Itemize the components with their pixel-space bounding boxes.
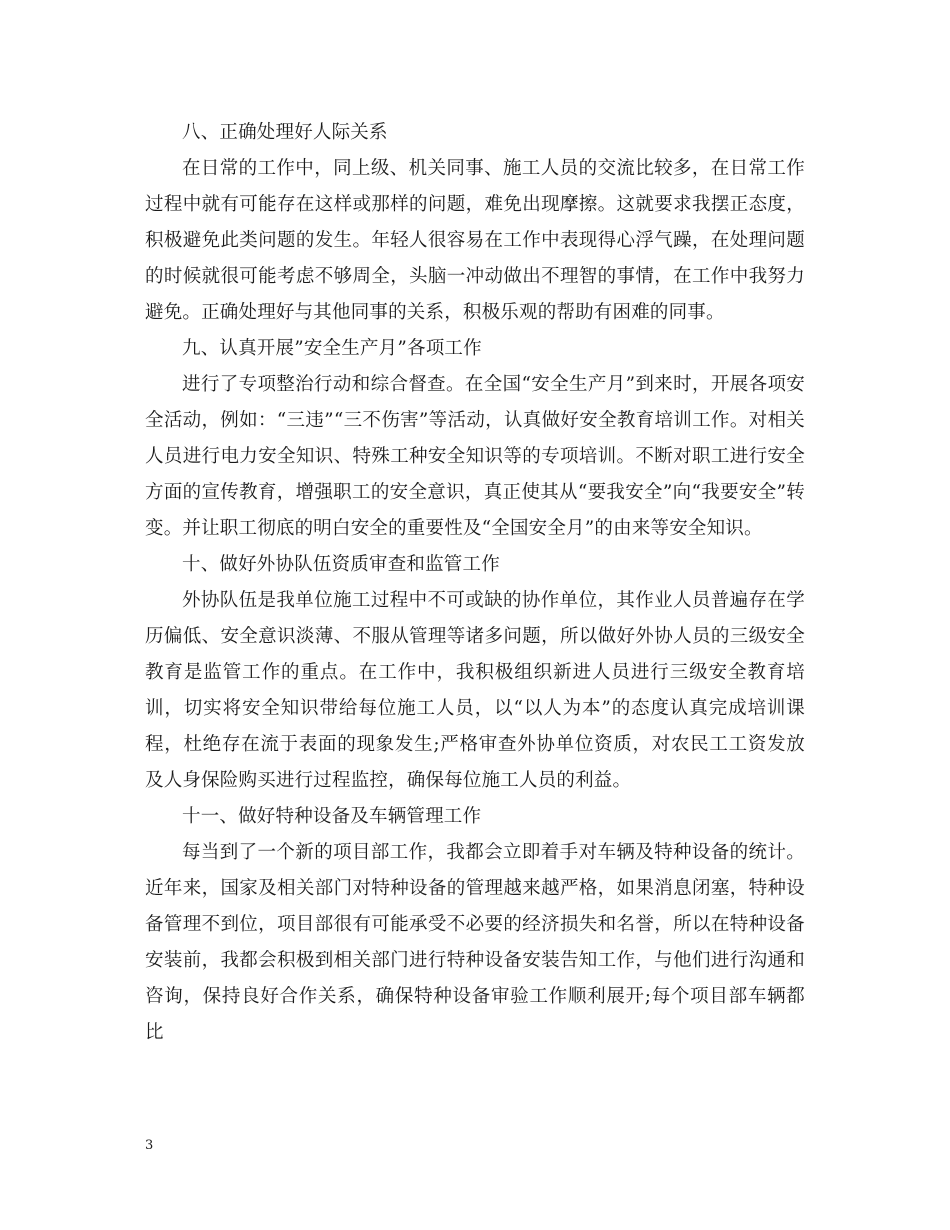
section-body-11: 每当到了一个新的项目部工作，我都会立即着手对车辆及特种设备的统计。近年来，国家及相关部门对特种设备的管理越来越严格，如果消息闭塞，特种设备管理不到位，项目部很有可能承受不必要的经济损失和名誉，所以在特种设备安装前，我都会积极到相关部门进行特种设备安装告知工作，与他们进行沟通和咨询，保持良好合作关系，确保特种设备审验工作顺利展开;每个项目部车辆都比 — [145, 842, 805, 1043]
section-heading-10: 十、做好外协队伍资质审查和监管工作 — [182, 554, 500, 575]
page-number: 3 — [145, 1138, 154, 1153]
section-body-10: 外协队伍是我单位施工过程中不可或缺的协作单位，其作业人员普遍存在学历偏低、安全意识淡薄、不服从管理等诸多问题，所以做好外协人员的三级安全教育是监管工作的重点。在工作中，我积极组织新进人员进行三级安全教育培训，切实将安全知识带给每位施工人员，以“以人为本”的态度认真完成培训课程，杜绝存在流于表面的现象发生;严格审查外协单位资质，对农民工工资发放及人身保险购买进行过程监控，确保每位施工人员的利益。 — [145, 590, 805, 791]
section-heading-9: 九、认真开展”安全生产月”各项工作 — [182, 338, 482, 359]
section-heading-11: 十一、做好特种设备及车辆管理工作 — [182, 806, 482, 827]
section-heading-8: 八、正确处理好人际关系 — [182, 122, 388, 143]
section-body-8: 在日常的工作中，同上级、机关同事、施工人员的交流比较多，在日常工作过程中就有可能存在这样或那样的问题，难免出现摩擦。这就要求我摆正态度，积极避免此类问题的发生。年轻人很容易在工作中表现得心浮气躁，在处理问题的时候就很可能考虑不够周全，头脑一冲动做出不理智的事情，在工作中我努力避免。正确处理好与其他同事的关系，积极乐观的帮助有困难的同事。 — [145, 158, 805, 323]
document-body — [145, 115, 805, 1051]
section-body-9: 进行了专项整治行动和综合督查。在全国“安全生产月”到来时，开展各项安全活动，例如：“三违”“三不伤害”等活动，认真做好安全教育培训工作。对相关人员进行电力安全知识、特殊工种安全知识等的专项培训。不断对职工进行安全方面的宣传教育，增强职工的安全意识，真正使其从“要我安全”向“我要安全”转变。并让职工彻底的明白安全的重要性及“全国安全月”的由来等安全知识。 — [145, 374, 805, 539]
